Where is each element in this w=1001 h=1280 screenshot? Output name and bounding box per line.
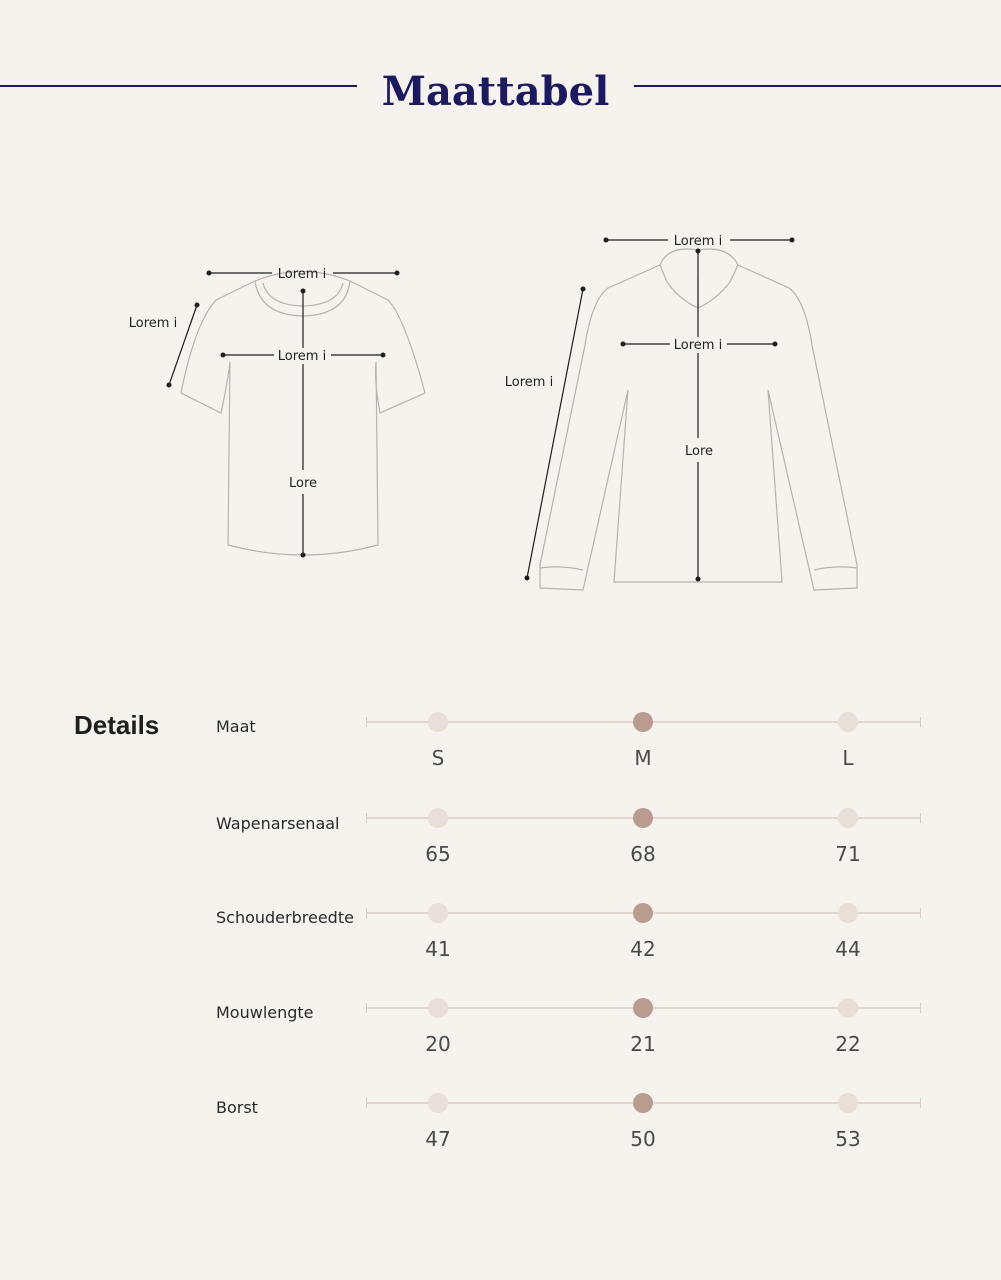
size-marker bbox=[428, 903, 448, 923]
detail-row-label: Maat bbox=[216, 717, 256, 736]
detail-value: L bbox=[842, 746, 854, 770]
size-marker bbox=[838, 712, 858, 732]
detail-value: S bbox=[431, 746, 445, 770]
measure-point bbox=[221, 353, 226, 358]
measure-point bbox=[773, 342, 778, 347]
detail-value: 65 bbox=[425, 842, 451, 866]
slider-end-cap bbox=[366, 1098, 367, 1108]
shirt-measurements bbox=[505, 234, 795, 582]
size-marker bbox=[838, 808, 858, 828]
selected-size-marker bbox=[633, 712, 653, 732]
measure-point bbox=[696, 249, 701, 254]
shirt-sleeve-label: Lorem i bbox=[504, 375, 554, 390]
measure-point bbox=[621, 342, 626, 347]
detail-row-label: Borst bbox=[216, 1098, 258, 1117]
tshirt-chest-label: Lorem i bbox=[277, 349, 327, 364]
title-rule-left bbox=[0, 85, 357, 87]
slider-end-cap bbox=[920, 908, 921, 918]
garment-diagrams bbox=[0, 220, 1001, 610]
size-marker bbox=[838, 1093, 858, 1113]
slider-end-cap bbox=[366, 908, 367, 918]
slider-end-cap bbox=[366, 717, 367, 727]
size-marker bbox=[428, 808, 448, 828]
tshirt-measurements bbox=[129, 267, 400, 558]
measure-point bbox=[301, 553, 306, 558]
size-marker bbox=[428, 1093, 448, 1113]
detail-value: 20 bbox=[425, 1032, 451, 1056]
detail-row-label: Schouderbreedte bbox=[216, 908, 354, 927]
selected-size-marker bbox=[633, 998, 653, 1018]
slider-end-cap bbox=[920, 813, 921, 823]
selected-size-marker bbox=[633, 903, 653, 923]
slider-end-cap bbox=[920, 1003, 921, 1013]
tshirt-top-label: Lorem i bbox=[277, 267, 327, 282]
shirt-top-label: Lorem i bbox=[673, 234, 723, 249]
detail-value: 68 bbox=[630, 842, 656, 866]
measure-point bbox=[604, 238, 609, 243]
measure-point bbox=[195, 303, 200, 308]
slider-end-cap bbox=[366, 813, 367, 823]
detail-row-label: Mouwlengte bbox=[216, 1003, 314, 1022]
detail-value: 71 bbox=[835, 842, 861, 866]
detail-value: 41 bbox=[425, 937, 451, 961]
detail-value: M bbox=[634, 746, 652, 770]
detail-value: 53 bbox=[835, 1127, 861, 1151]
measure-point bbox=[696, 577, 701, 582]
detail-value: 47 bbox=[425, 1127, 451, 1151]
size-marker bbox=[428, 712, 448, 732]
measure-point bbox=[207, 271, 212, 276]
shirt-length-label: Lore bbox=[684, 444, 714, 459]
measure-point bbox=[395, 271, 400, 276]
tshirt-length-label: Lore bbox=[288, 476, 318, 491]
measure-point bbox=[790, 238, 795, 243]
slider-end-cap bbox=[366, 1003, 367, 1013]
measure-point bbox=[301, 289, 306, 294]
detail-value: 50 bbox=[630, 1127, 656, 1151]
detail-value: 42 bbox=[630, 937, 656, 961]
slider-end-cap bbox=[920, 1098, 921, 1108]
slider-end-cap bbox=[920, 717, 921, 727]
details-heading: Details bbox=[74, 710, 160, 740]
page-title: Maattabel bbox=[381, 68, 610, 115]
measure-point bbox=[167, 383, 172, 388]
size-marker bbox=[838, 998, 858, 1018]
size-marker bbox=[838, 903, 858, 923]
detail-value: 44 bbox=[835, 937, 861, 961]
shirt-chest-label: Lorem i bbox=[673, 338, 723, 353]
measure-point bbox=[525, 576, 530, 581]
selected-size-marker bbox=[633, 808, 653, 828]
tshirt-sleeve-label: Lorem i bbox=[128, 316, 178, 331]
measure-point bbox=[381, 353, 386, 358]
detail-value: 22 bbox=[835, 1032, 861, 1056]
title-rule-right bbox=[634, 85, 1001, 87]
detail-value: 21 bbox=[630, 1032, 656, 1056]
measure-point bbox=[581, 287, 586, 292]
selected-size-marker bbox=[633, 1093, 653, 1113]
size-marker bbox=[428, 998, 448, 1018]
detail-row-label: Wapenarsenaal bbox=[216, 814, 340, 833]
